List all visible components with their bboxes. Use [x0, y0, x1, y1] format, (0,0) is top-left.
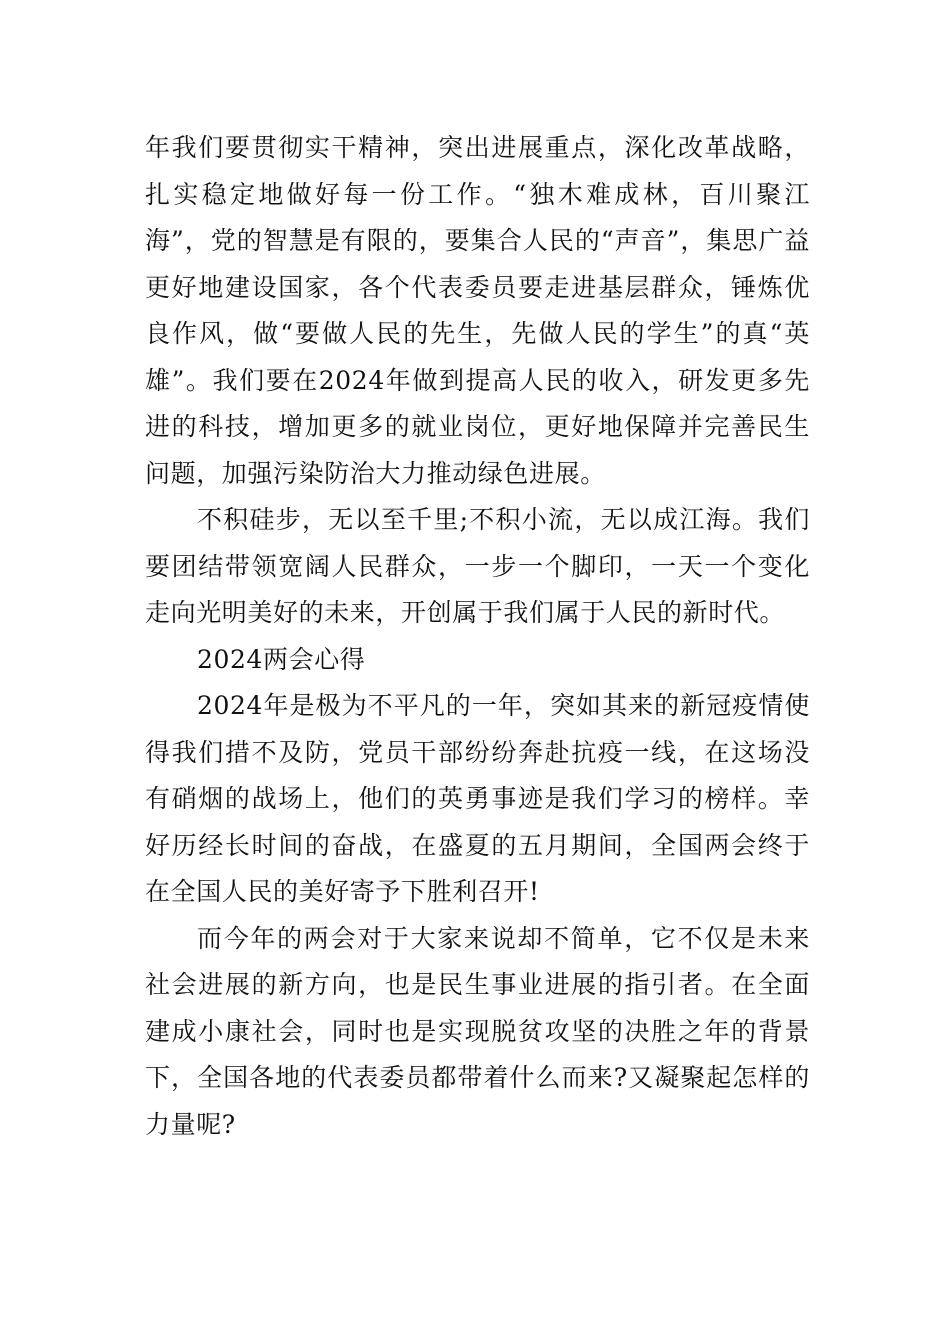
section-heading: 2024两会心得	[197, 644, 366, 674]
paragraph-continued: 年我们要贯彻实干精神，突出进展重点，深化改革战略，扎实稳定地做好每一份工作。“独木难成林，百川聚江海”，党的智慧是有限的，要集合人民的“声音”，集思广益更好地建设国家，各个代表委员要走进基层群众，锤炼优良作风，做“要做人民的先生，先做人民的学生”的真“英雄”。我们要在2024年做到提高人民的收入，研发更多先进的科技，增加更多的就业岗位，更好地保障并完善民生问题，加强污染防治大力推动绿色进展。	[145, 133, 810, 488]
paragraph-pandemic: 2024年是极为不平凡的一年，突如其来的新冠疫情使得我们措不及防，党员干部纷纷奔赴抗疫一线，在这场没有硝烟的战场上，他们的英勇事迹是我们学习的榜样。幸好历经长时间的奋战，在盛夏的五月期间，全国两会终于在全国人民的美好寄予下胜利召开!	[145, 691, 810, 906]
document-body	[145, 125, 810, 1148]
paragraph-perseverance: 不积硅步，无以至千里;不积小流，无以成江海。我们要团结带领宽阔人民群众，一步一个脚印，一天一个变化走向光明美好的未来，开创属于我们属于人民的新时代。	[145, 505, 810, 627]
paragraph-two-sessions: 而今年的两会对于大家来说却不简单，它不仅是未来社会进展的新方向，也是民生事业进展的指引者。在全面建成小康社会，同时也是实现脱贫攻坚的决胜之年的背景下，全国各地的代表委员都带着什么而来?又凝聚起怎样的力量呢?	[145, 923, 810, 1139]
